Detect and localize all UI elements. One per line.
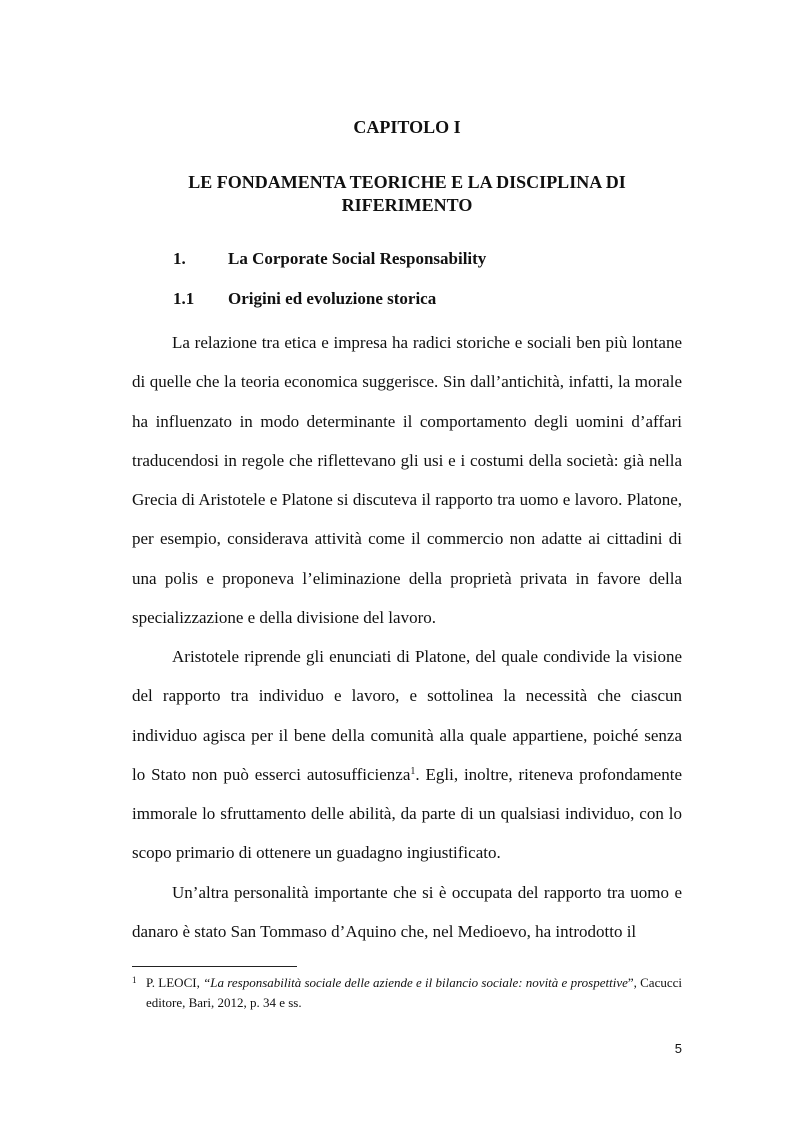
footnote-reference[interactable]: 1 [410,765,416,777]
paragraph-1: La relazione tra etica e impresa ha radici storiche e sociali ben più lontane di quelle che la teoria economica suggerisce. Sin dall’antichità, infatti, la morale ha influenzato in modo determinante il comportamento degli uomini d’affari traducendosi in regole che riflettevano gli usi e i costumi della società: già nella Grecia di Aristotele e Platone si discuteva il rapporto tra uomo e lavoro. Platone, per esempio, considerava attività come il commercio non adatte ai cittadini di una polis e proponeva l’eliminazione della proprietà privata in favore della specializzazione e della divisione del lavoro. [132,333,682,627]
section-title: La Corporate Social Responsability [228,249,487,268]
footnote-citation: ”, Cacucci editore, Bari, 2012, p. 34 e ss. [146,975,682,1010]
footnote-separator [132,966,297,967]
paragraph-3: Un’altra personalità importante che si è occupata del rapporto tra uomo e danaro è stato San Tommaso d’Aquino che, nel Medioevo, ha introdotto il [132,882,682,941]
footnote-author: P. LEOCI, [146,975,204,990]
paragraph-2 [132,637,682,873]
section-heading-1-1 [173,289,436,309]
subsection-number: 1.1 [173,289,195,308]
paragraph-2-text-b: . Egli, inoltre, riteneva profondamente immorale lo sfruttamento delle abilità, da parte di un qualsiasi individuo, con lo scopo primario di ottenere un guadagno ingiustificato. [132,764,682,863]
footnote: 1 P. LEOCI, “La responsabilità sociale delle aziende e il bilancio sociale: novità e prospettive”, Cacucci editore, Bari, 2012, p. 34 e ss. [132,975,682,1010]
footnote-title: “La responsabilità sociale delle aziende e il bilancio sociale: novità e prospettive [203,975,628,990]
chapter-label: CAPITOLO I [353,117,461,137]
subsection-title: Origini ed evoluzione storica [228,289,437,308]
chapter-title: LE FONDAMENTA TEORICHE E LA DISCIPLINA DI RIFERIMENTO [188,172,626,215]
page-number: 5 [674,1041,682,1056]
section-heading-1 [173,249,486,269]
body-text [132,323,682,951]
paragraph-2-text-a: Aristotele riprende gli enunciati di Platone, del quale condivide la visione del rapporto tra individuo e lavoro, e sottolinea la necessità che ciascun individuo agisca per il bene della comunità alla quale appartiene, poiché senza lo Stato non può esserci autosufficienza [132,647,682,784]
section-number: 1. [173,249,186,268]
